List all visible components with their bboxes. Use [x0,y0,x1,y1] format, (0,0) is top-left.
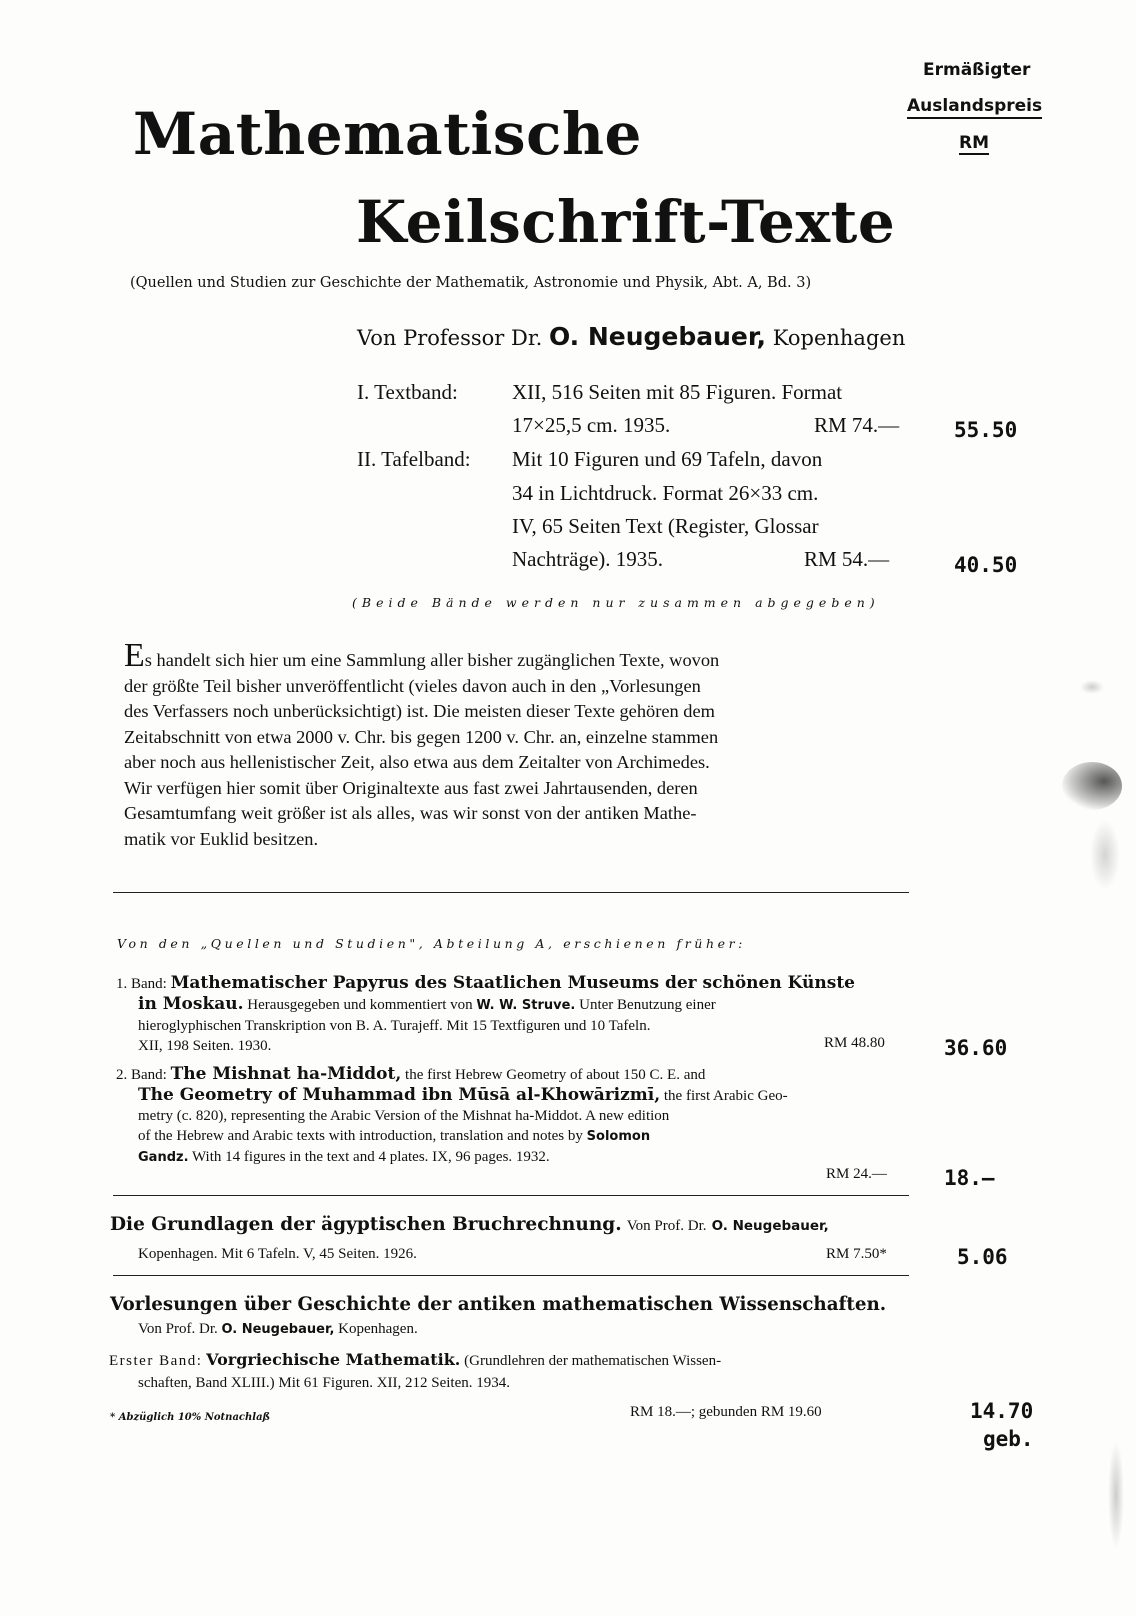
book-price: RM 18.—; gebunden RM 19.60 [630,1404,822,1420]
entry-text: the first Hebrew Geometry of about 150 C. E. and [405,1067,706,1083]
volume-2-label: II. Tafelband: [357,447,471,471]
book-title: Die Grundlagen der ägyptischen Bruchrechnung. [110,1214,622,1235]
description-line-text: s handelt sich hier um eine Sammlung aller bisher zugänglichen Texte, wovon [144,650,720,670]
scan-smudge [1090,820,1120,890]
book-author-prefix: Von Prof. Dr. [626,1218,707,1234]
entry-text: With 14 figures in the text and 4 plates. IX, 96 pages. 1932. [192,1149,550,1165]
earlier-volume-1-price: RM 48.80 [824,1035,885,1051]
drop-cap: E [124,637,145,674]
volume-2-line-4: Nachträge). 1935. [512,547,664,571]
book-author: O. Neugebauer, [221,1322,335,1337]
entry-editor: Solomon [586,1129,651,1144]
entry-line [116,1064,916,1085]
stamp-line-2: Auslandspreis [907,96,1042,119]
entry-title-cont: The Geometry of Muhammad ibn Mūsā al-Khowārizmī, [138,1085,661,1105]
volume-1-label: I. Textband: [357,380,458,404]
volume-2-line-1: Mit 10 Figuren und 69 Tafeln, davon [512,447,823,471]
divider [113,1195,909,1196]
book-reduced-price-bound: geb. [983,1427,1034,1451]
divider [113,1275,909,1276]
scan-smudge [1062,762,1122,810]
description-line: matik vor Euklid besitzen. [124,828,319,849]
book-author: O. Neugebauer, [711,1218,829,1234]
book-author-prefix: Von Prof. Dr. [138,1321,218,1337]
entry-line: hieroglyphischen Transkription von B. A. Turajeff. Mit 15 Textfiguren und 10 Tafeln. [138,1018,651,1034]
author-prefix: Von Professor Dr. [357,326,543,350]
sold-together-note: (Beide Bände werden nur zusammen abgegeben) [352,595,880,610]
earlier-volume-1-reduced-price: 36.60 [944,1036,1008,1060]
entry-text: Herausgegeben und kommentiert von [247,997,473,1013]
description-line: Wir verfügen hier somit über Originaltexte aus fast zwei Jahrtausenden, deren [124,777,698,798]
entry-title-cont: in Moskau. [138,994,244,1014]
entry-editor: W. W. Struve. [476,998,576,1013]
entry-band-label: Band: [131,976,167,992]
description-line: Zeitabschnitt von etwa 2000 v. Chr. bis gegen 1200 v. Chr. an, einzelne stammen [124,726,719,747]
author-city: Kopenhagen [772,326,906,350]
book-reduced-price: 14.70 [970,1399,1034,1423]
book-details: Kopenhagen. Mit 6 Tafeln. V, 45 Seiten. 1926. [138,1246,417,1262]
book-volume-line [109,1350,721,1371]
earlier-volume-2-price: RM 24.— [826,1166,887,1182]
description-line: Gesamtumfang weit größer ist als alles, was wir sonst von der antiken Mathe- [124,803,697,823]
entry-line: metry (c. 820), representing the Arabic Version of the Mishnat ha-Middot. A new edition [138,1108,670,1124]
entry-number: 2. [116,1067,128,1083]
entry-text: Unter Benutzung einer [579,997,716,1013]
volume-2-reduced-price: 40.50 [954,553,1018,577]
volume-2-line-2: 34 in Lichtdruck. Format 26×33 cm. [512,481,819,505]
entry-line: XII, 198 Seiten. 1930. [138,1038,272,1054]
volume-2-price: RM 54.— [804,547,890,571]
entry-editor-cont: Gandz. [138,1150,189,1165]
stamp-line-3: RM [959,133,990,153]
earlier-volume-2-reduced-price: 18.— [944,1166,995,1190]
divider [113,892,909,893]
book-reduced-price: 5.06 [957,1245,1008,1269]
entry-title: The Mishnat ha-Middot, [170,1064,402,1084]
entry-line [116,1126,916,1147]
author-line [357,322,905,351]
entry-number: 1. [116,976,128,992]
volume-1-line-1: XII, 516 Seiten mit 85 Figuren. Format [512,380,843,404]
author-name: O. Neugebauer, [548,322,767,351]
scan-smudge [1108,1440,1124,1550]
entry-text: of the Hebrew and Arabic texts with introduction, translation and notes by [138,1128,583,1144]
description-paragraph [124,637,924,852]
entry-text: the first Arabic Geo- [663,1088,788,1104]
entry-line [116,1147,916,1168]
volume-1-price: RM 74.— [814,413,900,437]
book-volume-label: Erster Band: [109,1353,203,1369]
description-line: aber noch aus hellenistischer Zeit, also etwa aus dem Zeitalter von Archimedes. [124,752,710,772]
scan-smudge [1080,680,1104,694]
book-volume-text: (Grundlehren der mathematischen Wissen- [464,1353,722,1369]
earlier-volume-2 [116,1064,916,1168]
book-vorlesungen-title: Vorlesungen über Geschichte der antiken mathematischen Wissenschaften. [110,1294,887,1315]
entry-line [116,1085,916,1106]
entry-band-label: Band: [131,1067,167,1083]
volume-1-line-2: 17×25,5 cm. 1935. [512,413,671,437]
book-price: RM 7.50* [826,1246,887,1262]
entry-line [116,973,916,994]
book-volume-title: Vorgriechische Mathematik. [206,1350,461,1369]
footnote: * Abzüglich 10% Notnachlaß [110,1412,271,1423]
entry-line [116,994,916,1016]
title-line-2: Keilschrift-Texte [356,188,896,256]
book-bruchrechnung [110,1214,829,1236]
book-author-city: Kopenhagen. [338,1321,418,1337]
book-author-line [138,1319,418,1340]
volume-2-line-3: IV, 65 Seiten Text (Register, Glossar [512,514,819,538]
book-details: schaften, Band XLIII.) Mit 61 Figuren. XII, 212 Seiten. 1934. [138,1375,511,1391]
title-line-1: Mathematische [133,100,642,168]
volume-1-reduced-price: 55.50 [954,418,1018,442]
stamp-line-1: Ermäßigter [923,60,1031,80]
entry-title: Mathematischer Papyrus des Staatlichen Museums der schönen Künste [170,973,855,993]
earlier-volume-1 [116,973,916,1056]
description-line: des Verfassers noch unberücksichtigt) ist. Die meisten dieser Texte gehören dem [124,701,715,721]
earlier-volumes-heading: Von den „Quellen und Studien", Abteilung A, erschienen früher: [117,936,746,951]
description-line [124,637,924,674]
description-line: der größte Teil bisher unveröffentlicht (vieles davon auch in den „Vorlesungen [124,675,701,696]
series-note: (Quellen und Studien zur Geschichte der Mathematik, Astronomie und Physik, Abt. A, Bd. 3) [130,275,812,291]
